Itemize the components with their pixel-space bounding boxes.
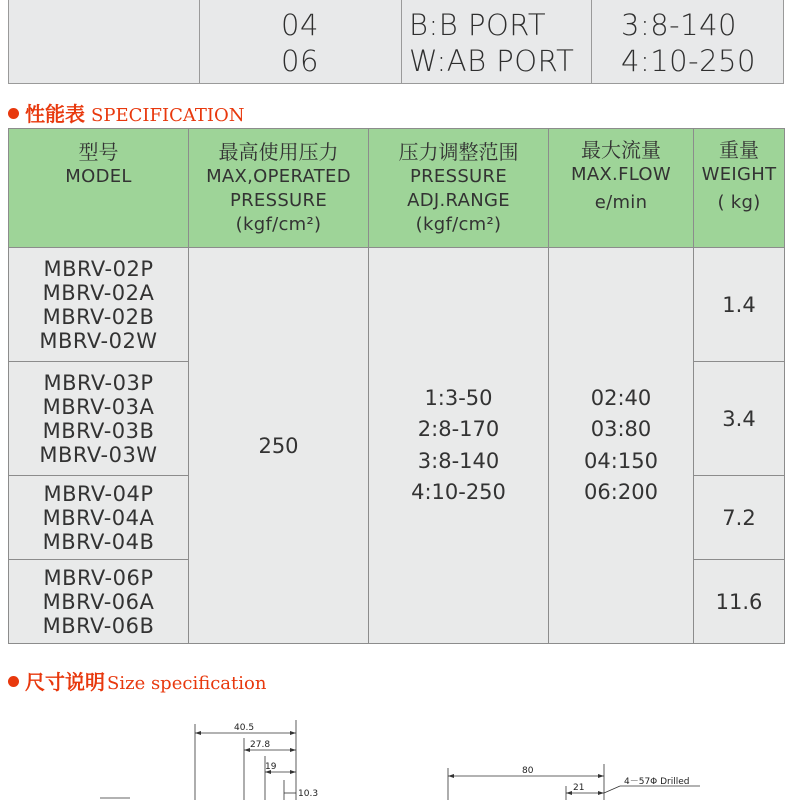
weight-cell: 3.4 [694, 362, 785, 476]
table-divider [199, 0, 200, 83]
model-name: MBRV-03A [42, 394, 155, 419]
port-type: B:B PORT [409, 8, 547, 42]
model-group [9, 362, 189, 476]
table-divider [401, 0, 402, 83]
max-pressure-cell: 250 [189, 248, 369, 644]
max-flow-value: 06:200 [584, 480, 658, 504]
header-adj-range-en: PRESSURE [409, 166, 508, 187]
max-flow-value: 02:40 [590, 385, 652, 410]
drill-note: 4－57Φ Drilled [624, 777, 690, 787]
header-weight-unit: ( kg) [717, 192, 761, 213]
size-title-cn: 尺寸说明 [25, 670, 105, 694]
header-model-cn: 型号 [78, 140, 119, 164]
header-max-pressure-unit: (kgf/cm²) [235, 214, 322, 235]
adj-range-cell [369, 248, 549, 644]
model-name: MBRV-03P [43, 370, 154, 395]
header-max-flow [549, 129, 694, 248]
range-value: 4:10-250 [621, 44, 756, 78]
adj-range-value: 1:3-50 [424, 385, 493, 410]
model-name: MBRV-03B [42, 418, 155, 443]
max-flow-value: 03:80 [590, 417, 652, 441]
weight-cell: 7.2 [694, 476, 785, 560]
model-name: MBRV-04P [43, 481, 154, 506]
weight-cell: 11.6 [694, 560, 785, 644]
header-max-flow-cn: 最大流量 [581, 138, 661, 162]
model-name: MBRV-04B [42, 529, 155, 554]
adj-range-value: 3:8-140 [417, 448, 500, 473]
top-partial-table [8, 0, 784, 84]
model-code: 04 [281, 8, 319, 42]
dim-label: 27.8 [250, 740, 271, 750]
dim-label: 10.3 [298, 789, 319, 799]
model-name: MBRV-06B [42, 613, 155, 638]
size-title-en: Size specification [107, 673, 267, 694]
header-max-pressure-en: PRESSURE [229, 190, 328, 211]
header-max-pressure-cn: 最高使用压力 [218, 140, 339, 164]
model-name: MBRV-02B [42, 304, 155, 329]
spec-table [8, 128, 784, 643]
header-adj-range-cn: 压力调整范围 [398, 140, 519, 164]
model-name: MBRV-02P [43, 256, 154, 281]
bullet-icon [8, 676, 19, 687]
dim-label: 80 [522, 766, 534, 776]
max-flow-value: 04:150 [584, 448, 658, 473]
header-model [9, 129, 189, 248]
header-adj-range [369, 129, 549, 248]
model-name: MBRV-04A [42, 505, 155, 530]
weight-cell: 1.4 [694, 248, 785, 362]
dim-label: 40.5 [234, 723, 255, 733]
drawing-svg [0, 700, 790, 800]
header-max-flow-en: MAX.FLOW [570, 164, 671, 185]
max-flow-cell [549, 248, 694, 644]
header-model-en: MODEL [65, 166, 132, 187]
header-weight [694, 129, 785, 248]
header-adj-range-unit: (kgf/cm²) [415, 214, 502, 235]
spec-section-title [8, 98, 244, 127]
table-row [9, 248, 785, 362]
model-group [9, 560, 189, 644]
model-group [9, 476, 189, 560]
dimension-drawing [0, 700, 790, 800]
bullet-icon [8, 108, 19, 119]
model-name: MBRV-06A [42, 589, 155, 614]
size-section-title [8, 666, 266, 695]
model-name: MBRV-02W [39, 328, 158, 353]
spec-title-en: SPECIFICATION [91, 105, 245, 126]
port-type: W:AB PORT [409, 44, 575, 78]
model-name: MBRV-06P [43, 565, 154, 590]
header-max-flow-unit: e/min [594, 192, 648, 213]
model-name: MBRV-03W [39, 442, 158, 467]
range-value: 3:8-140 [621, 8, 737, 42]
model-name: MBRV-02A [42, 280, 155, 305]
spec-header-row [9, 129, 785, 248]
header-max-pressure [189, 129, 369, 248]
dim-label: 21 [573, 783, 585, 793]
dim-label: 19 [265, 762, 277, 772]
adj-range-value: 2:8-170 [417, 417, 500, 441]
model-group [9, 248, 189, 362]
header-weight-cn: 重量 [719, 138, 759, 162]
table-divider [591, 0, 592, 83]
header-max-pressure-en: MAX,OPERATED [206, 166, 351, 187]
header-adj-range-en: ADJ.RANGE [407, 190, 510, 211]
model-code: 06 [281, 44, 319, 78]
spec-title-cn: 性能表 [25, 102, 85, 126]
adj-range-value: 4:10-250 [411, 480, 506, 504]
header-weight-en: WEIGHT [701, 164, 777, 185]
